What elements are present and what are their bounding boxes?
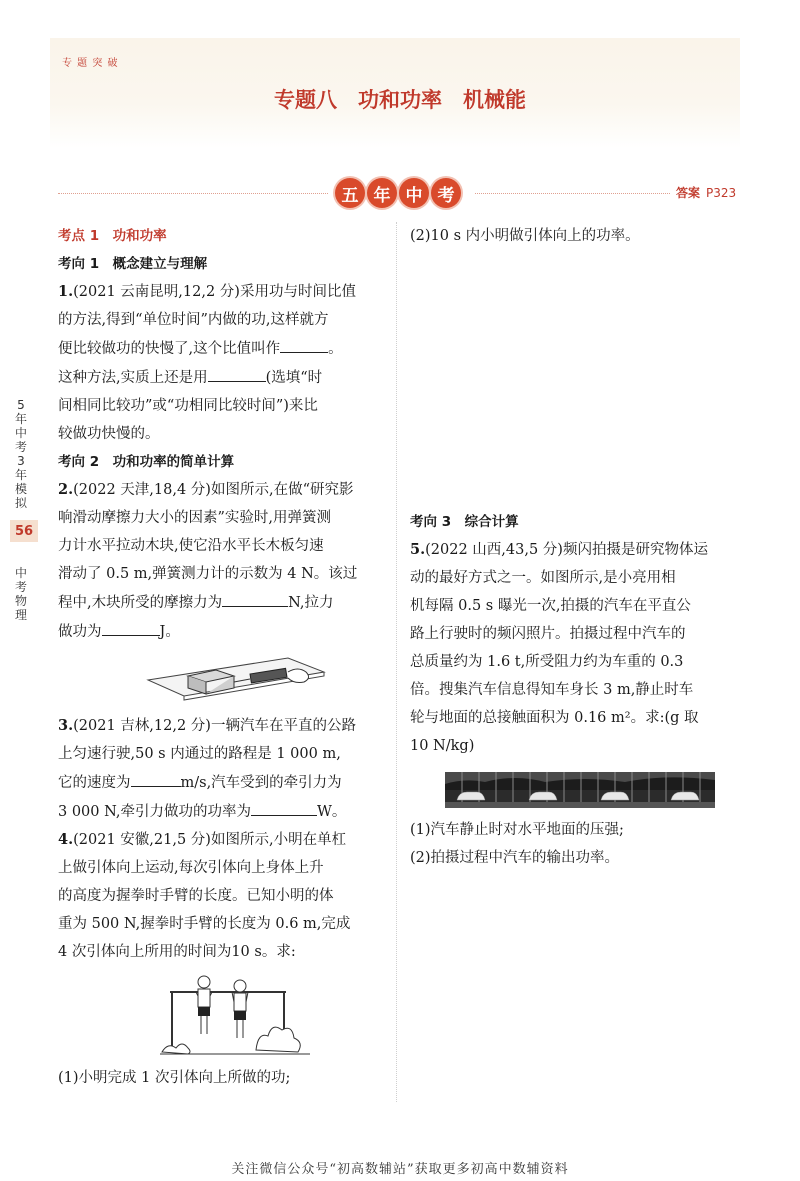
- q1-text: (选填“时: [265, 370, 323, 386]
- answer-blank[interactable]: [251, 797, 317, 816]
- q4-sub-2: (2)10 s 内小明做引体向上的功率。: [410, 228, 640, 244]
- q3-text: 3 000 N,牵引力做功的功率为: [58, 804, 251, 820]
- answer-blank[interactable]: [222, 588, 288, 607]
- answer-blank[interactable]: [280, 334, 328, 353]
- sidebar-subject: 中考物理: [14, 566, 27, 622]
- q4-line: (2021 安徽,21,5 分)如图所示,小明在单杠: [73, 832, 347, 848]
- strobe-photo-figure: [445, 772, 715, 808]
- kaoxiang-2-heading: 考向 2 功和功率的简单计算: [58, 454, 235, 470]
- q5-line: 总质量约为 1.6 t,所受阻力约为车重的 0.3: [410, 654, 684, 670]
- q3-line-blank: [58, 768, 390, 797]
- question-2: [58, 476, 390, 504]
- left-column-end: [58, 1064, 390, 1092]
- q1-line-blank: [58, 363, 390, 392]
- left-column-lower: [58, 712, 390, 966]
- q3-line: (2021 吉林,12,2 分)一辆汽车在平直的公路: [73, 718, 356, 734]
- page-number: 56: [10, 520, 38, 542]
- footer-note: 关注微信公众号“初高数辅站”获取更多初高中数辅资料: [231, 1162, 569, 1177]
- question-5: [410, 536, 740, 564]
- q3-text: 它的速度为: [58, 775, 131, 791]
- column-divider: [396, 222, 397, 1102]
- question-number: 4.: [58, 831, 74, 848]
- series-label: 专 题 突 破: [62, 58, 119, 69]
- q2-text: 程中,木块所受的摩擦力为: [58, 595, 223, 611]
- q3-text: m/s,汽车受到的牵引力为: [180, 775, 342, 791]
- question-4: [58, 826, 390, 854]
- q1-line: 的方法,得到“单位时间”内做的功,这样就方: [58, 312, 329, 328]
- right-column: [410, 508, 740, 760]
- q2-line: 滑动了 0.5 m,弹簧测力计的示数为 4 N。该过: [58, 566, 358, 582]
- q2-text: J。: [159, 624, 180, 640]
- q4-line: 的高度为握拳时手臂的长度。已知小明的体: [58, 888, 334, 904]
- q5-line: 倍。搜集汽车信息得知车身长 3 m,静止时车: [410, 682, 694, 698]
- q4-sub-1: (1)小明完成 1 次引体向上所做的功;: [58, 1070, 291, 1086]
- answer-blank[interactable]: [208, 363, 266, 382]
- q3-line: 上匀速行驶,50 s 内通过的路程是 1 000 m,: [58, 746, 341, 762]
- left-column: [58, 222, 390, 646]
- q1-text: 。: [328, 341, 343, 357]
- q5-sub-2: (2)拍摄过程中汽车的输出功率。: [410, 850, 620, 866]
- q4-line: 4 次引体向上所用的时间为10 s。求:: [58, 944, 296, 960]
- q1-line: 间相同比较功”或“功相同比较时间”)来比: [58, 398, 318, 414]
- kaoxiang-3-heading: 考向 3 综合计算: [410, 514, 519, 530]
- question-1: [58, 278, 390, 306]
- banner-char: 中: [399, 178, 429, 208]
- q5-line: 路上行驶时的频闪照片。拍摄过程中汽车的: [410, 626, 686, 642]
- q2-line-blank: [58, 588, 390, 617]
- pull-up-figure: [160, 972, 310, 1060]
- question-number: 2.: [58, 481, 74, 498]
- q1-line: (2021 云南昆明,12,2 分)采用功与时间比值: [73, 284, 356, 300]
- banner-char: 五: [335, 178, 365, 208]
- banner-char: 年: [367, 178, 397, 208]
- friction-experiment-figure: [138, 650, 328, 706]
- right-column-top: [410, 222, 740, 250]
- q1-line: 较做功快慢的。: [58, 426, 160, 442]
- banner-divider-right: [475, 193, 670, 194]
- answer-page: P323: [706, 186, 737, 200]
- q1-line-blank: [58, 334, 390, 363]
- kaoxiang-1-heading: 考向 1 概念建立与理解: [58, 256, 208, 272]
- q1-text: 便比较做功的快慢了,这个比值叫作: [58, 341, 281, 357]
- q2-text: 做功为: [58, 624, 102, 640]
- sidebar-book-title: 5年中考3年模拟: [14, 398, 27, 510]
- q5-line: 动的最好方式之一。如图所示,是小亮用相: [410, 570, 676, 586]
- banner-divider-left: [58, 193, 328, 194]
- q5-sub-1: (1)汽车静止时对水平地面的压强;: [410, 822, 624, 838]
- q3-text: W。: [317, 804, 347, 820]
- question-number: 3.: [58, 717, 74, 734]
- answer-reference: [676, 184, 736, 201]
- answer-blank[interactable]: [102, 617, 160, 636]
- q5-line: 轮与地面的总接触面积为 0.16 m²。求:(g 取: [410, 710, 699, 726]
- section-banner: [335, 178, 461, 210]
- answer-blank[interactable]: [131, 768, 181, 787]
- right-column-subs: [410, 816, 740, 872]
- q2-line: (2022 天津,18,4 分)如图所示,在做“研究影: [73, 482, 354, 498]
- question-3: [58, 712, 390, 740]
- q3-line-blank: [58, 797, 390, 826]
- q4-line: 上做引体向上运动,每次引体向上身体上升: [58, 860, 324, 876]
- q2-line: 力计水平拉动木块,使它沿水平长木板匀速: [58, 538, 324, 554]
- q5-line: 10 N/kg): [410, 738, 475, 754]
- q2-line-blank: [58, 617, 390, 646]
- q5-line: (2022 山西,43,5 分)频闪拍摄是研究物体运: [425, 542, 708, 558]
- kaodian-heading: 考点 1 功和功率: [58, 228, 167, 244]
- question-number: 5.: [410, 541, 426, 558]
- answer-label: 答案: [676, 186, 701, 200]
- q2-line: 响滑动摩擦力大小的因素”实验时,用弹簧测: [58, 510, 332, 526]
- page-title: 专题八 功和功率 机械能: [274, 88, 526, 112]
- q5-line: 机每隔 0.5 s 曝光一次,拍摄的汽车在平直公: [410, 598, 691, 614]
- question-number: 1.: [58, 283, 74, 300]
- q4-line: 重为 500 N,握拳时手臂的长度为 0.6 m,完成: [58, 916, 351, 932]
- banner-char: 考: [431, 178, 461, 208]
- q2-text: N,拉力: [288, 595, 334, 611]
- q1-text: 这种方法,实质上还是用: [58, 370, 208, 386]
